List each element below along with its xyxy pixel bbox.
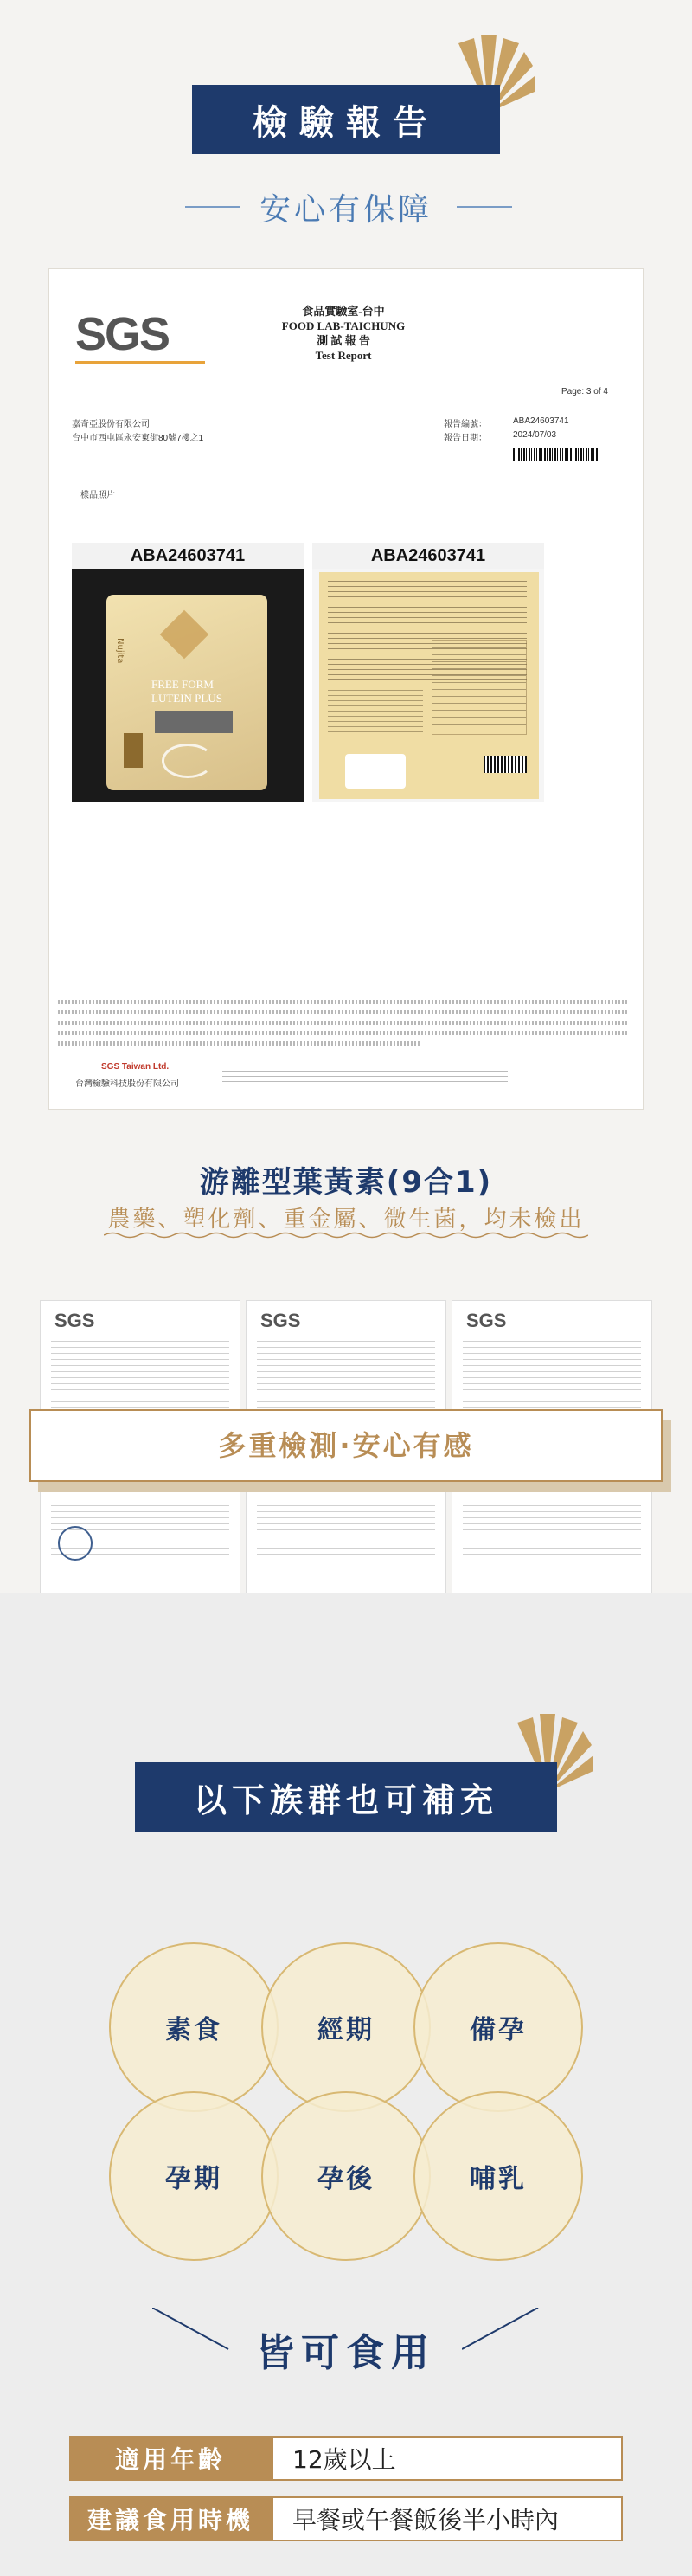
report-no: ABA24603741 [513,416,569,426]
product-photo-back [312,543,544,802]
test-summary: 農藥、塑化劑、重金屬、微生菌，均未檢出 [107,1207,585,1233]
sgs-seal-icon [58,1526,93,1561]
page-number: Page: 3 of 4 [561,387,608,396]
product-photo-front [72,543,304,802]
timing-label: 建議食用時機 [69,2496,272,2541]
package-line2: LUTEIN PLUS [151,692,222,705]
report-date-label: 報告日期： [444,434,487,443]
wavy-divider [104,1231,588,1240]
circle-breastfeeding: 哺乳 [413,2091,583,2261]
disclaimer-text [58,1041,421,1046]
disclaimer-text [58,1021,629,1025]
test-report-document [48,268,644,1110]
report-no-label: 報告編號： [444,420,487,429]
right-slash [462,2308,540,2351]
age-value: 12歲以上 [272,2436,623,2481]
photo-code: ABA24603741 [312,543,544,569]
report-thumbnail: SGS [452,1300,652,1594]
product-package [106,595,267,790]
report-header [222,304,465,363]
report-title-en: Test Report [315,349,372,362]
disclaimer-text [58,1031,629,1035]
circle-menstruation: 經期 [261,1942,431,2112]
target-groups-banner: 以下族群也可補充 [135,1762,557,1832]
report-thumbnail: SGS [40,1300,240,1594]
disclaimer-text [58,1010,629,1014]
report-banner: 檢驗報告 [192,85,500,154]
company-name: 嘉奇亞股份有限公司 [72,420,150,429]
lab-name-zh: 食品實驗室-台中 [302,305,385,318]
sgs-logo: SGS [75,307,188,368]
circle-preparing-pregnancy: 備孕 [413,1942,583,2112]
disclaimer-text [58,1000,629,1004]
circle-vegetarian: 素食 [109,1942,279,2112]
package-line1: FREE FORM [151,678,214,691]
timing-value: 早餐或午餐飯後半小時內 [272,2496,623,2541]
section-subtitle: 安心有保障 [259,192,432,228]
package-brand: Nujita [115,638,125,664]
report-thumbnail: SGS [246,1300,446,1594]
product-label-back [319,572,539,799]
conclusion-text: 皆可食用 [256,2331,436,2375]
circle-pregnancy: 孕期 [109,2091,279,2261]
company-address: 台中市西屯區永安東街80號7樓之1 [72,434,204,443]
sgs-taiwan-name: SGS Taiwan Ltd. [101,1062,170,1072]
report-title-zh: 測 試 報 告 [317,334,370,347]
sgs-taiwan-name-zh: 台灣檢驗科技股份有限公司 [75,1079,179,1089]
divider [457,206,512,208]
photo-code: ABA24603741 [72,543,304,569]
age-label: 適用年齡 [69,2436,272,2481]
target-groups-section [0,1593,692,2576]
lab-name-en: FOOD LAB-TAICHUNG [281,319,406,332]
overlay-caption: 多重檢測·安心有感 [29,1409,663,1482]
product-heading: 游離型葉黃素(9合1) [199,1165,493,1200]
barcode [513,448,599,461]
sample-photo-label: 樣品照片 [80,491,115,500]
circle-postpartum: 孕後 [261,2091,431,2261]
sgs-contact [222,1066,508,1085]
report-date: 2024/07/03 [513,430,557,440]
